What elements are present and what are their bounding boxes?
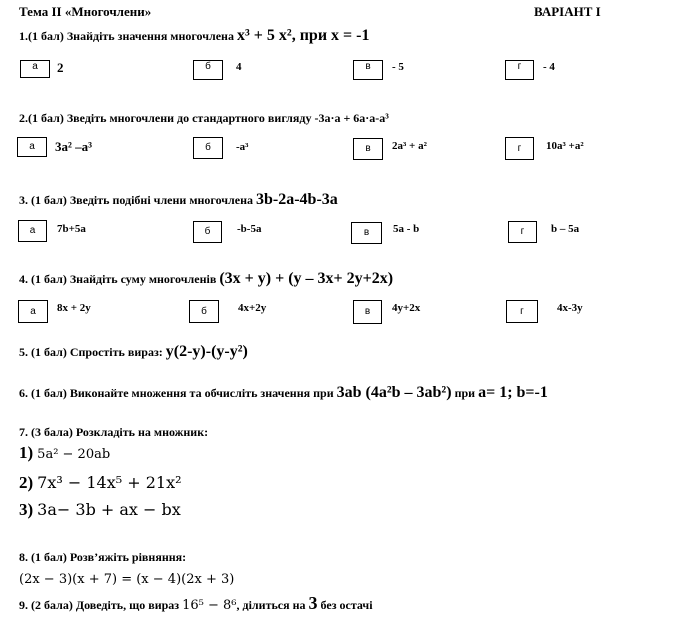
question-8-text: 8. (1 бал) Розв’яжіть рівняння: xyxy=(19,550,187,564)
variant-label: ВАРІАНТ І xyxy=(534,4,601,19)
q7-item-2 xyxy=(19,473,182,493)
q2-option-g-value: 10a³ +a² xyxy=(546,140,584,152)
question-9-end: без остачі xyxy=(317,598,373,612)
q1-option-a-value: 2 xyxy=(57,60,64,75)
question-3-text: 3. (1 бал) Зведіть подібні члени многочлена xyxy=(19,193,256,207)
question-9-text: 9. (2 бала) Доведіть, що вираз xyxy=(19,598,183,612)
q3-option-v-box[interactable]: в xyxy=(351,222,382,244)
question-4 xyxy=(19,270,393,288)
q1-option-b-value: 4 xyxy=(236,61,242,73)
q4-option-a-box[interactable]: а xyxy=(18,300,48,323)
question-6-tail: a= 1; b=-1 xyxy=(478,384,548,401)
q7-item-1-expr: 5a² − 20ab xyxy=(37,447,111,462)
q2-option-v-value: 2a³ + a² xyxy=(392,140,427,152)
q4-option-v-value: 4y+2x xyxy=(392,302,421,314)
question-6-tail-label: при xyxy=(451,386,479,400)
question-5-expr: y(2-y)-(y-y²) xyxy=(165,343,248,360)
q3-option-g-box[interactable]: г xyxy=(508,221,537,243)
q3-option-a-value: 7b+5a xyxy=(57,223,86,235)
question-1-expr: x³ + 5 x², при х = -1 xyxy=(236,27,370,44)
question-1-text: 1.(1 бал) Знайдіть значення многочлена xyxy=(19,29,237,43)
q2-option-b-value: -a³ xyxy=(236,141,249,153)
q2-option-g-box[interactable]: г xyxy=(505,137,534,160)
q1-option-v-box[interactable]: в xyxy=(353,60,383,80)
topic-title: Тема ІІ «Многочлени» xyxy=(19,4,152,19)
q4-option-b-box[interactable]: б xyxy=(189,300,219,323)
q2-option-b-box[interactable]: б xyxy=(193,137,223,159)
q4-option-a-value: 8x + 2y xyxy=(57,302,91,314)
q2-option-v-box[interactable]: в xyxy=(353,138,383,160)
question-3 xyxy=(19,191,338,209)
question-5 xyxy=(19,343,248,361)
q4-option-v-box[interactable]: в xyxy=(353,300,382,324)
question-9-mid: , ділиться на xyxy=(236,598,309,612)
question-2-text: 2.(1 бал) Зведіть многочлени до стандартного вигляду -3а·а + 6а·а-а³ xyxy=(19,111,389,125)
q7-item-3-num: 3) xyxy=(19,500,34,519)
q7-item-3 xyxy=(19,500,181,520)
q7-item-3-expr: 3a− 3b + ax − bx xyxy=(37,500,181,519)
question-9-expr: 16⁵ − 8⁶ xyxy=(182,598,237,613)
q3-option-g-value: b – 5a xyxy=(551,223,580,235)
q3-option-a-box[interactable]: а xyxy=(18,220,47,242)
q3-option-b-box[interactable]: б xyxy=(193,221,222,243)
q3-option-b-value: -b-5a xyxy=(237,223,262,235)
q3-option-v-value: 5a - b xyxy=(393,223,420,235)
question-9 xyxy=(19,593,373,614)
question-8-equation: (2x − 3)(x + 7) = (x − 4)(2x + 3) xyxy=(19,572,235,587)
q4-option-b-value: 4x+2y xyxy=(238,302,267,314)
q7-item-2-expr: 7x³ − 14x⁵ + 21x² xyxy=(37,473,182,492)
question-9-num: 3 xyxy=(308,593,318,613)
q1-option-g-value: - 4 xyxy=(543,61,555,73)
q1-option-v-value: - 5 xyxy=(392,61,404,73)
q1-option-b-box[interactable]: б xyxy=(193,60,223,80)
q1-option-a-box[interactable]: а xyxy=(20,60,50,78)
q4-option-g-value: 4x-3y xyxy=(557,302,583,314)
q2-option-a-box[interactable]: а xyxy=(17,137,47,157)
question-3-expr: 3b-2a-4b-3a xyxy=(256,191,338,208)
q2-option-a-value: 3a² –a³ xyxy=(55,139,93,154)
q1-option-g-box[interactable]: г xyxy=(505,60,534,80)
q7-item-2-num: 2) xyxy=(19,473,34,492)
q4-option-g-box[interactable]: г xyxy=(506,300,538,323)
question-6 xyxy=(19,384,548,402)
question-4-text: 4. (1 бал) Знайдіть суму многочленів xyxy=(19,272,220,286)
question-4-expr: (3x + y) + (y – 3x+ 2y+2x) xyxy=(219,270,394,287)
question-6-expr: 3ab (4a²b – 3ab²) xyxy=(336,384,452,401)
q7-item-1-num: 1) xyxy=(19,443,34,462)
question-1 xyxy=(19,27,369,45)
question-6-text: 6. (1 бал) Виконайте множення та обчисліть значення при xyxy=(19,386,337,400)
question-7-text: 7. (3 бала) Розкладіть на множник: xyxy=(19,425,209,439)
question-5-text: 5. (1 бал) Спростіть вираз: xyxy=(19,345,166,359)
q7-item-1 xyxy=(19,443,110,463)
